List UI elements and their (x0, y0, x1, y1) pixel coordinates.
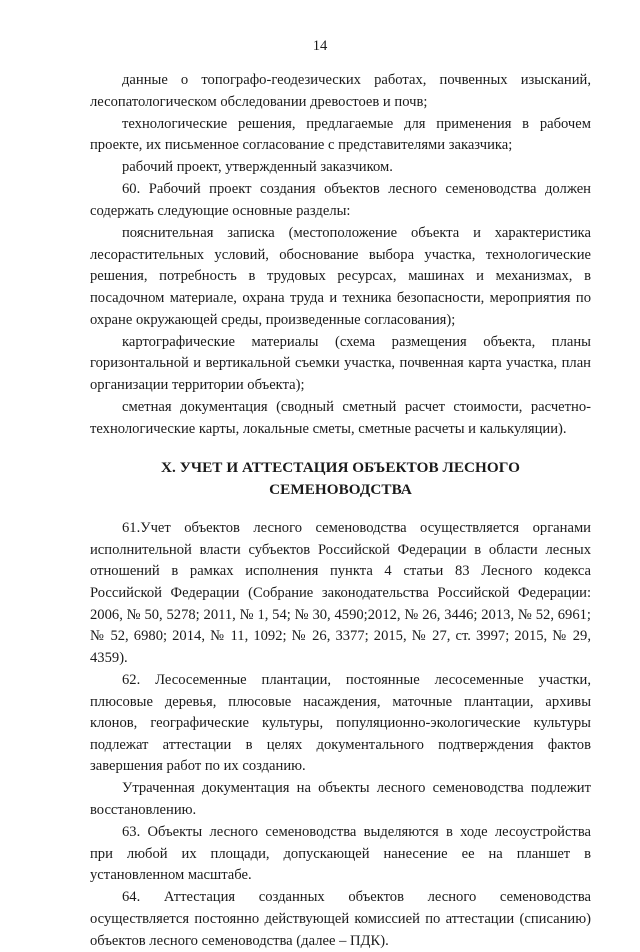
paragraph-item-63: 63. Объекты лесного семеноводства выделяются в ходе лесоустройства при любой их площади, допускающей нанесение ее на планшет в установленном масштабе. (90, 824, 591, 884)
section-heading: X. УЧЕТ И АТТЕСТАЦИЯ ОБЪЕКТОВ ЛЕСНОГО СЕМЕНОВОДСТВА (161, 459, 520, 498)
paragraph-item-61: 61.Учет объектов лесного семеноводства осуществляется органами исполнительной власти субъектов Российской Федерации в области лесных отношений в рамках исполнения пункта 4 статьи 83 Лесного кодекса Российской Федерации (Собрание законодательства Российской Федерации: 2006, № 50, 5278; 2011, № 1, 54; № 30, 4590;2012, № 26, 3446; 2013, № 52, 6961; № 52, 6980; 2014, № 11, 1092; № 26, 3377; 2015, № 27, ст. 3997; 2015, № 29, 4359). (90, 520, 591, 666)
paragraph-approved-project: рабочий проект, утвержденный заказчиком. (122, 159, 393, 176)
paragraph-survey-data: данные о топографо-геодезических работах, почвенных изысканий, лесопатологическом обследовании древостоев и почв; (90, 72, 591, 110)
paragraph-technological-solutions: технологические решения, предлагаемые для применения в рабочем проекте, их письменное согласование с представителями заказчика; (90, 115, 591, 154)
document-body (90, 70, 591, 952)
paragraph-item-60: 60. Рабочий проект создания объектов лесного семеноводства должен содержать следующие основные разделы: (90, 181, 591, 220)
page-number: 14 (312, 38, 328, 54)
paragraph-cartographic-materials: картографические материалы (схема размещения объекта, планы горизонтальной и вертикальной съемки участка, почвенная карта участка, план организации территории объекта); (90, 333, 591, 393)
paragraph-cost-documentation: сметная документация (сводный сметный расчет стоимости, расчетно-технологические карты, локальные сметы, сметные расчеты и калькуляции). (90, 398, 591, 437)
paragraph-explanatory-note: пояснительная записка (местоположение объекта и характеристика лесорастительных условий, обоснование выбора участка, технологические решения, потребность в трудовых ресурсах, машинах и механизмах, в посадочном материале, охрана труда и техника безопасности, мероприятия по охране окружающей среды, произведенные согласования); (90, 225, 591, 328)
paragraph-item-62: 62. Лесосеменные плантации, постоянные лесосеменные участки, плюсовые деревья, плюсовые насаждения, маточные плантации, архивы клонов, географические культуры, популяционно-экологические культуры подлежат аттестации в целях документального подтверждения фактов завершения работ по их созданию. (90, 671, 591, 775)
paragraph-lost-documentation: Утраченная документация на объекты лесного семеноводства подлежит восстановлению. (90, 780, 591, 818)
paragraph-item-64: 64. Аттестация созданных объектов лесного семеноводства осуществляется постоянно действующей комиссией по аттестации (списанию) объектов лесного семеноводства (далее – ПДК). (90, 889, 591, 949)
